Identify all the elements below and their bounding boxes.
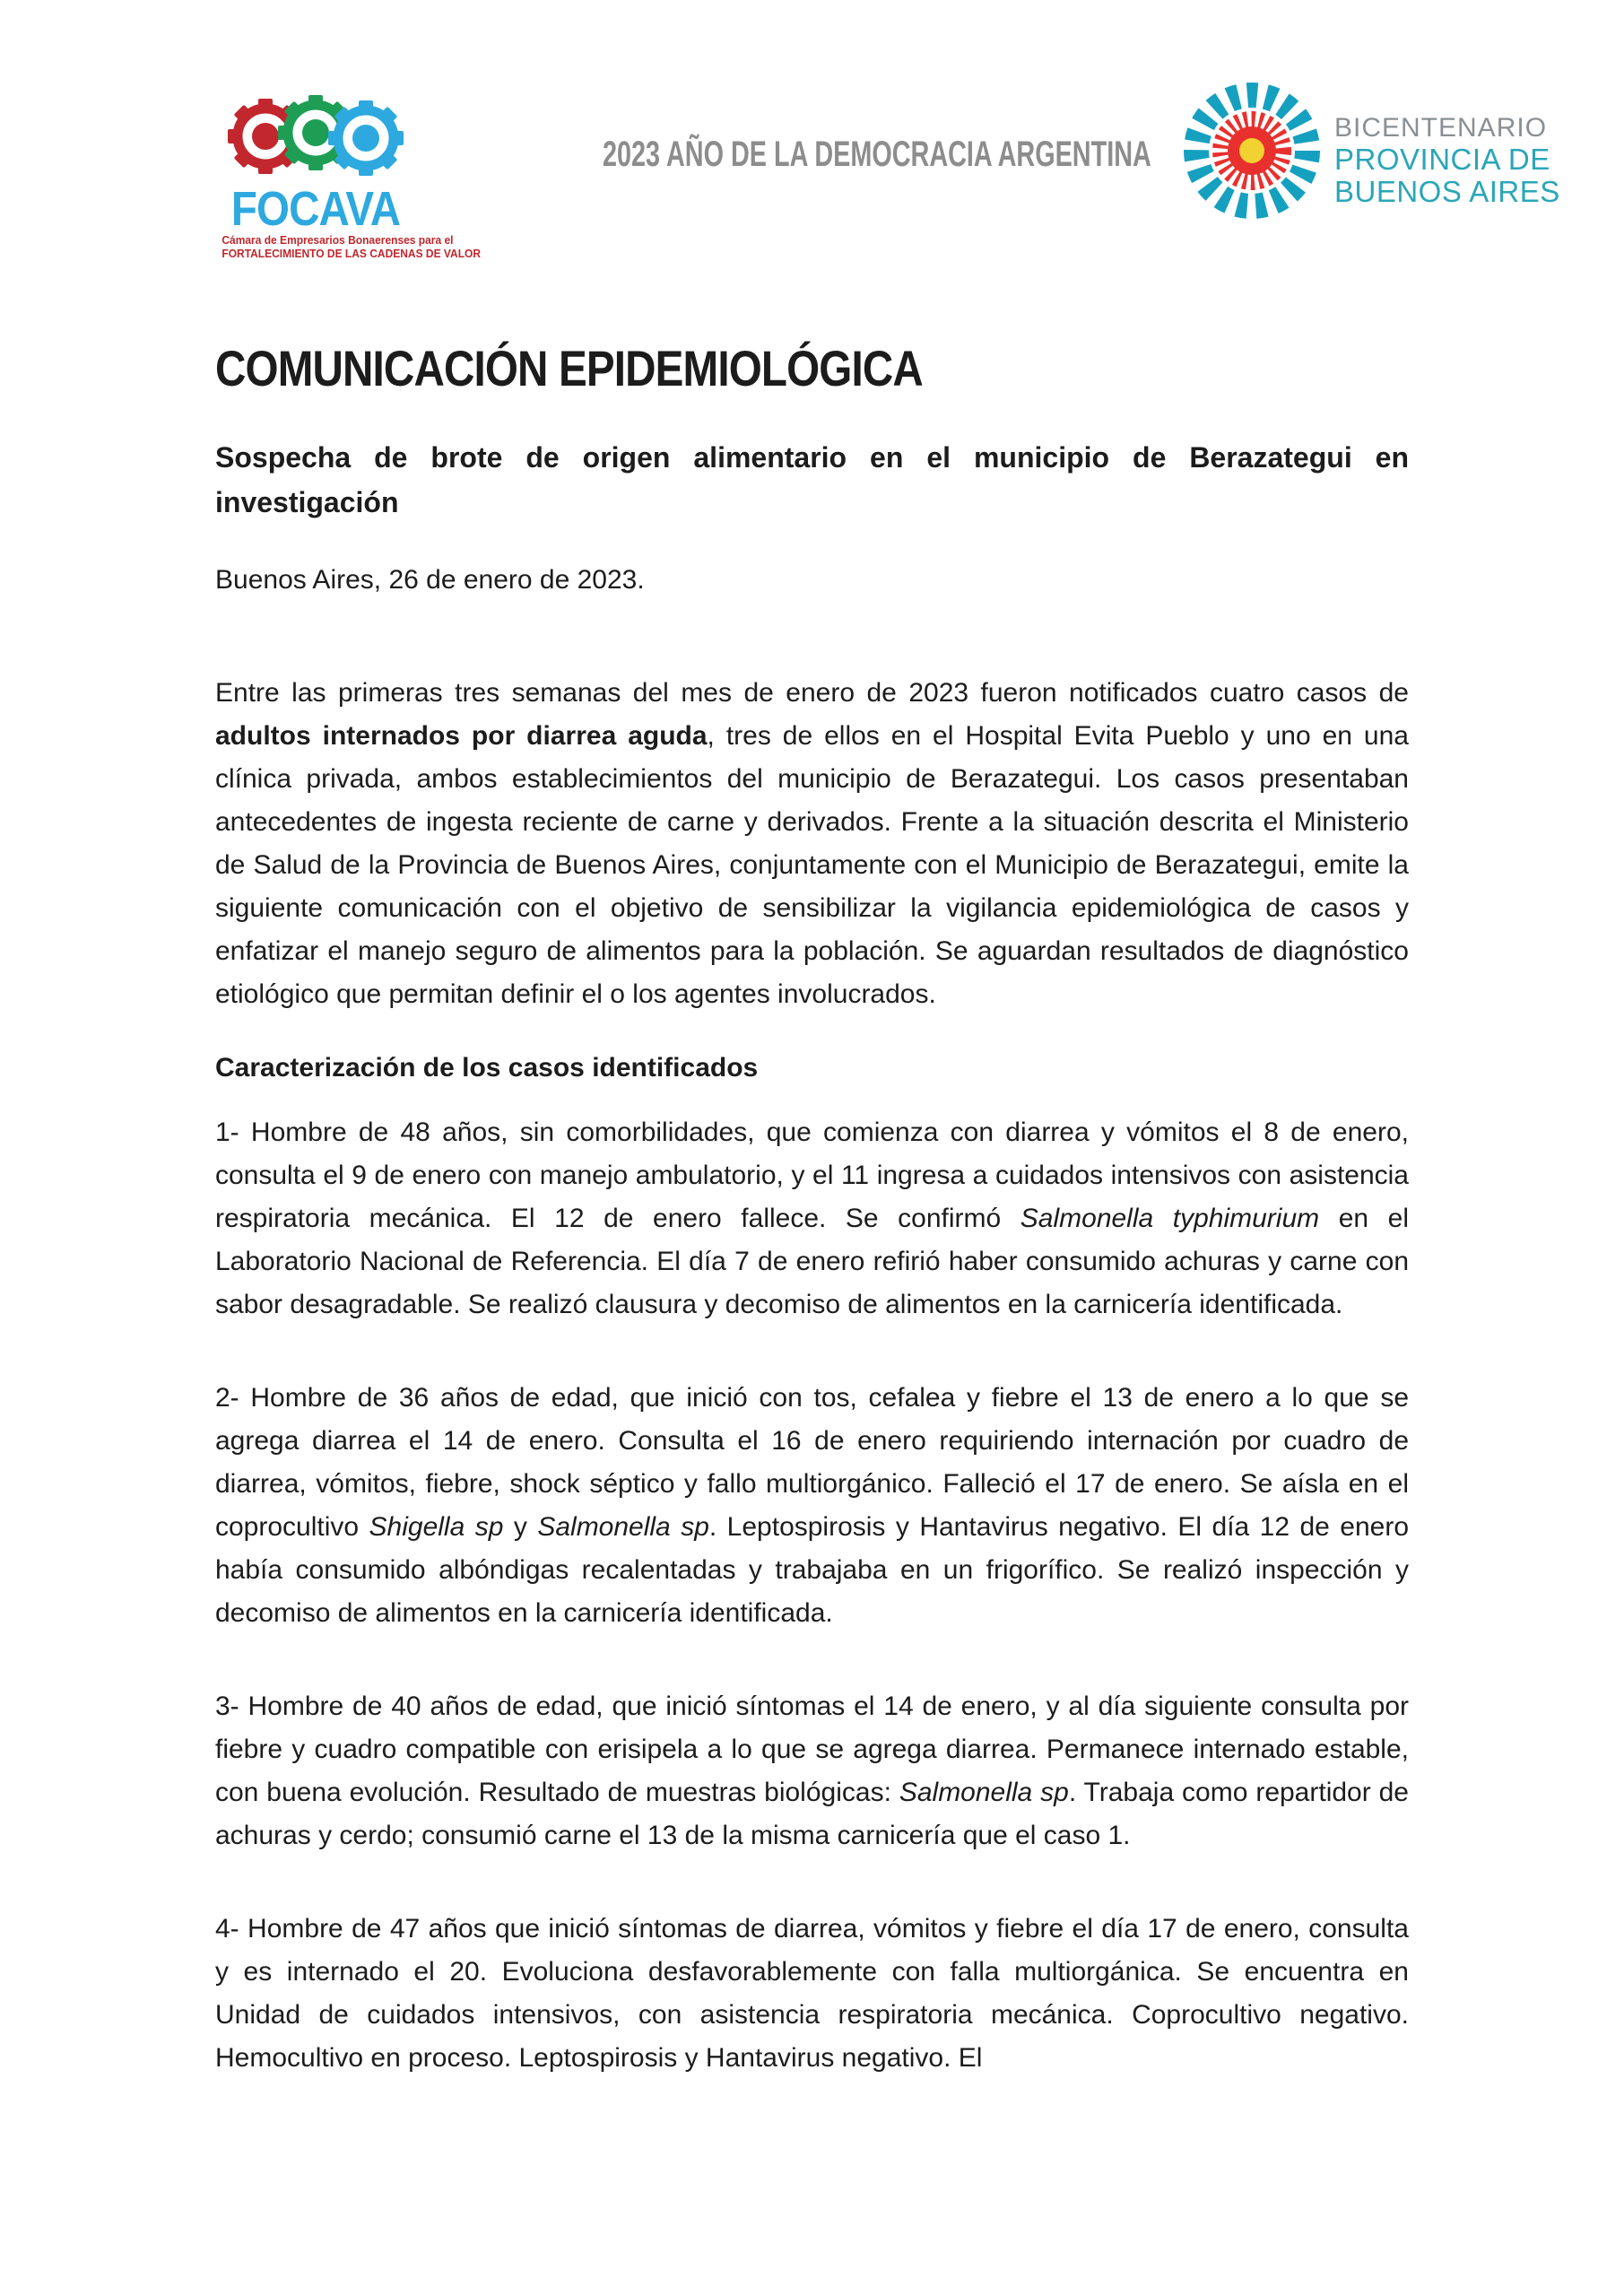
focava-tagline-line1: Cámara de Empresarios Bonaerenses para el xyxy=(221,234,454,247)
text-run: Entre las primeras tres semanas del mes de enero de 2023 fueron notificados cuatro casos de xyxy=(215,678,1409,708)
bicentenario-line2: PROVINCIA DE xyxy=(1334,143,1550,176)
year-banner: 2023 AÑO DE LA DEMOCRACIA ARGENTINA xyxy=(603,135,1151,174)
intro-paragraph xyxy=(215,672,1409,1016)
bicentenario-line1: BICENTENARIO xyxy=(1334,113,1548,143)
case-list xyxy=(215,1111,1409,2080)
text-run: Salmonella typhimurium xyxy=(1020,1204,1320,1233)
text-run: en el Laboratorio Nacional de Referencia. El día 7 de enero refirió haber consumido achuras y carne con sabor desagradable. Se realizó clausura y decomiso de alimentos en la carnicería identificada. xyxy=(215,1204,1409,1319)
focava-wordmark: FOCAVA xyxy=(230,182,401,236)
page-subtitle: Sospecha de brote de origen alimentario en el municipio de Berazategui en investigación xyxy=(215,441,1409,518)
document-body xyxy=(215,0,1409,2080)
text-run: Salmonella sp xyxy=(537,1512,709,1542)
text-run: 2- Hombre de 36 años de edad, que inició con tos, cefalea y fiebre el 13 de enero a lo que se agrega diarrea el 14 de enero. Consulta el 16 de enero requiriendo internación por cuadro de diarrea, vómitos, fiebre, shock séptico y fallo multiorgánico. Falleció el 17 de enero. Se aísla en el coprocultivo xyxy=(215,1383,1409,1542)
page-title: COMUNICACIÓN EPIDEMIOLÓGICA xyxy=(215,340,923,396)
text-run: . Leptospirosis y Hantavirus negativo. El día 12 de enero había consumido albóndigas recalentadas y trabajaba en un frigorífico. Se realizó inspección y decomiso de alimentos en la carnicería identificada. xyxy=(215,1512,1410,1628)
focava-tagline-line2: FORTALECIMIENTO DE LAS CADENAS DE VALOR xyxy=(221,248,482,260)
case-paragraph-4 xyxy=(215,1908,1409,2080)
text-run: , tres de ellos en el Hospital Evita Pueblo y uno en una clínica privada, ambos establecimientos del municipio de Berazategui. Los casos presentaban antecedentes de ingesta reciente de carne y derivados. Frente a la situación descrita el Ministerio de Salud de la Provincia de Buenos Aires, conjuntamente con el Municipio de Berazategui, emite la siguiente comunicación con el objetivo de sensibilizar la vigilancia epidemiológica de casos y enfatizar el manejo seguro de alimentos para la población. Se aguardan resultados de diagnóstico etiológico que permitan definir el o los agentes involucrados. xyxy=(215,721,1409,1009)
text-run: Shigella sp xyxy=(369,1512,504,1542)
bicentenario-line3: BUENOS AIRES xyxy=(1334,175,1560,208)
text-run: Salmonella sp xyxy=(899,1778,1069,1807)
case-paragraph-3 xyxy=(215,1685,1409,1857)
text-run: y xyxy=(503,1512,538,1542)
dateline: Buenos Aires, 26 de enero de 2023. xyxy=(215,565,645,595)
text-run: . Trabaja como repartidor de achuras y cerdo; consumió carne el 13 de la misma carnicería que el caso 1. xyxy=(215,1778,1409,1850)
text-run: adultos internados por diarrea aguda xyxy=(215,721,708,751)
case-paragraph-2 xyxy=(215,1377,1409,1635)
text-run: 3- Hombre de 40 años de edad, que inició síntomas el 14 de enero, y al día siguiente consulta por fiebre y cuadro compatible con erisipela a lo que se agrega diarrea. Permanece internado estable, con buena evolución. Resultado de muestras biológicas: xyxy=(215,1692,1409,1807)
text-run: 1- Hombre de 48 años, sin comorbilidades, que comienza con diarrea y vómitos el 8 de enero, consulta el 9 de enero con manejo ambulatorio, y el 11 ingresa a cuidados intensivos con asistencia respiratoria mecánica. El 12 de enero fallece. Se confirmó xyxy=(215,1118,1409,1233)
text-run: 4- Hombre de 47 años que inició síntomas de diarrea, vómitos y fiebre el día 17 de enero, consulta y es internado el 20. Evoluciona desfavorablemente con falla multiorgánica. Se encuentra en Unidad de cuidados intensivos, con asistencia respiratoria mecánica. Coprocultivo negativo. Hemocultivo en proceso. Leptospirosis y Hantavirus negativo. El xyxy=(215,1914,1409,2073)
section-heading: Caracterización de los casos identificados xyxy=(215,1053,759,1083)
case-paragraph-1 xyxy=(215,1111,1409,1326)
